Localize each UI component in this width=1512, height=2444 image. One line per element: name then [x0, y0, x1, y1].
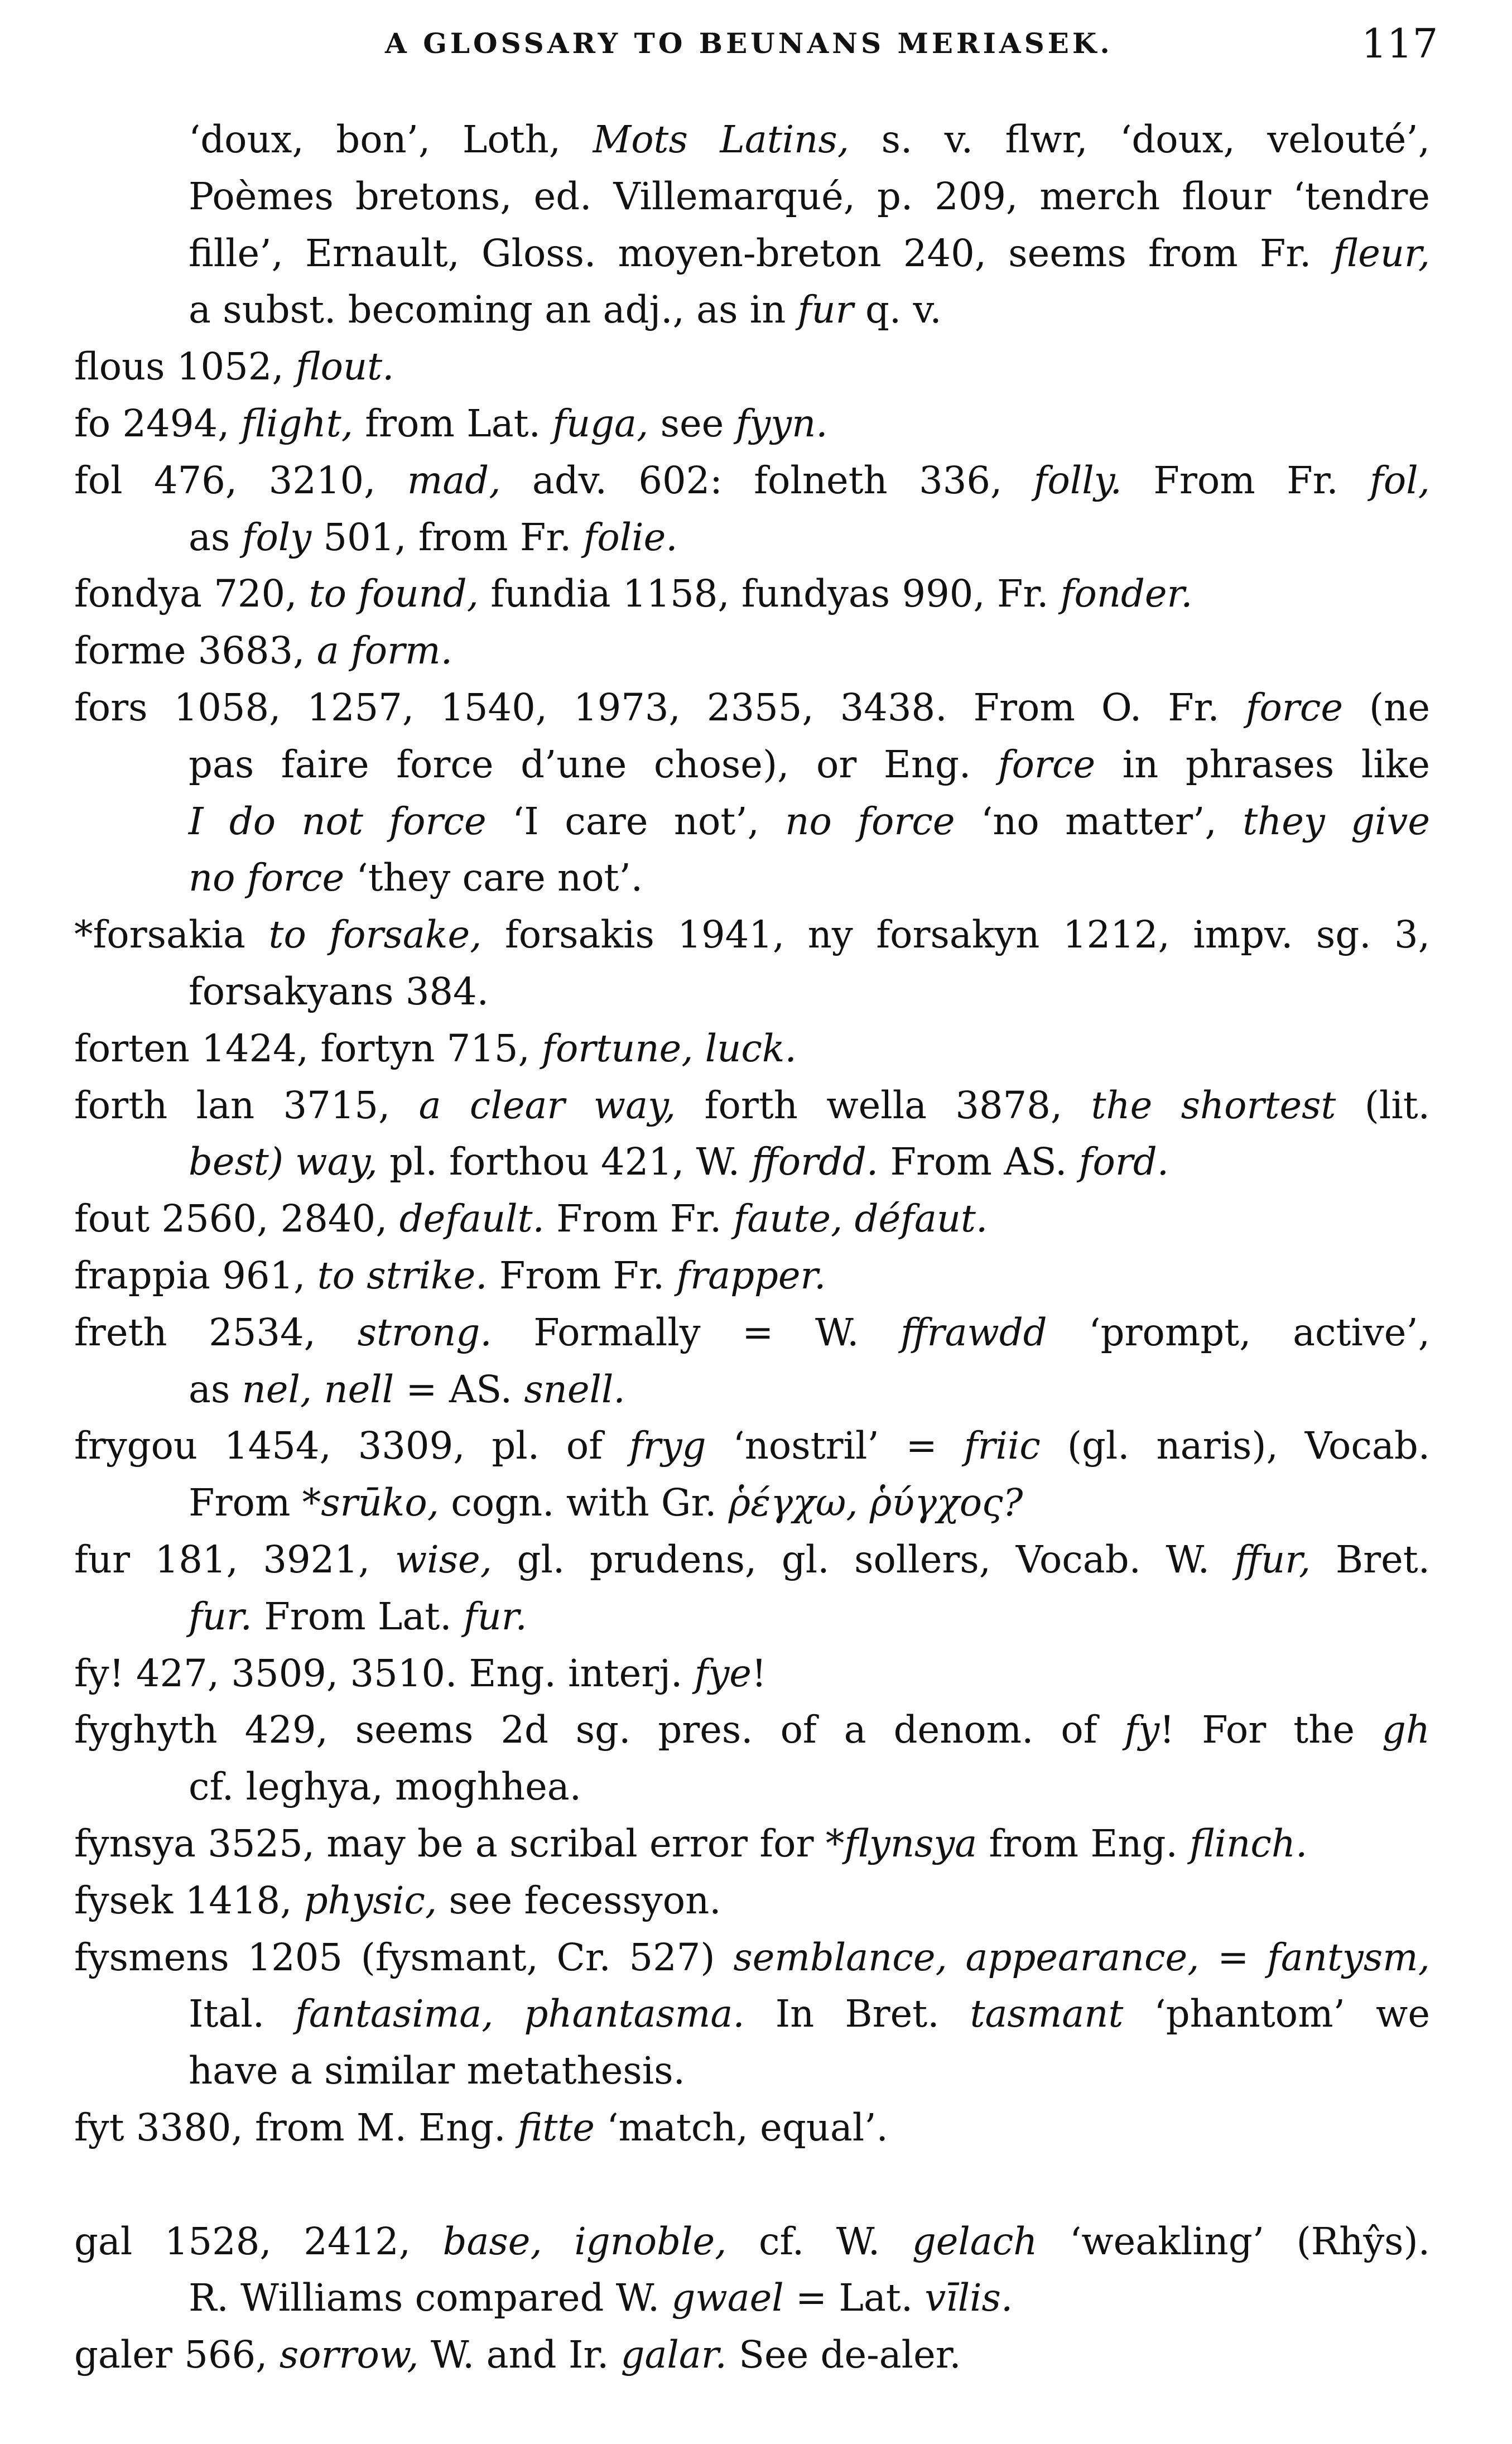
- italic-text: semblance, appearance,: [733, 1935, 1200, 1979]
- text: cf. W.: [726, 2219, 912, 2263]
- text: From Fr.: [487, 1254, 677, 1297]
- italic-text: a form.: [316, 629, 452, 673]
- text: as: [189, 515, 242, 559]
- glossary-continuation-line: [189, 964, 1430, 1019]
- italic-text: fur.: [189, 1594, 252, 1638]
- italic-text: ῥέγχω, ῥύγχος?: [728, 1481, 1023, 1525]
- glossary-continuation-line: [189, 2270, 1430, 2326]
- text: Ital.: [189, 1992, 296, 2036]
- glossary-continuation-line: [189, 793, 1430, 849]
- italic-text: snell.: [524, 1367, 625, 1411]
- italic-text: flight,: [241, 402, 353, 445]
- text: frappia 961,: [74, 1254, 317, 1297]
- glossary-continuation-line: [189, 1361, 1430, 1417]
- italic-text: folie.: [583, 515, 678, 559]
- italic-text: wise,: [394, 1538, 492, 1581]
- glossary-continuation-line: [189, 509, 1430, 565]
- text: Poèmes bretons, ed. Villemarqué, p. 209, merch flour ‘tendre: [189, 174, 1430, 218]
- glossary-entry-line: [74, 1930, 1430, 1985]
- italic-text: force: [1245, 686, 1344, 729]
- italic-text: flinch.: [1190, 1822, 1308, 1865]
- text: (ne: [1343, 686, 1430, 729]
- glossary-continuation-line: [189, 1134, 1430, 1190]
- italic-text: fur: [797, 288, 854, 332]
- glossary-entry-line: [74, 2100, 1430, 2156]
- italic-text: to strike.: [317, 1254, 488, 1297]
- text: in phrases like: [1095, 742, 1430, 786]
- italic-text: vīlis.: [924, 2276, 1013, 2320]
- glossary-continuation-line: [189, 1986, 1430, 2042]
- text: ‘I care not’,: [486, 799, 786, 843]
- text: = Lat.: [783, 2276, 925, 2320]
- italic-text: frapper.: [676, 1254, 826, 1297]
- text: from Lat.: [353, 402, 553, 445]
- text: From Fr.: [544, 1197, 734, 1241]
- glossary-entry-line: [74, 339, 1430, 394]
- italic-text: ford.: [1078, 1140, 1169, 1184]
- glossary-entry-line: [74, 1305, 1430, 1360]
- glossary-entry-line: [74, 1702, 1430, 1758]
- text: From AS.: [878, 1140, 1079, 1184]
- text: fo 2494,: [74, 402, 242, 445]
- italic-text: to forsake,: [268, 913, 482, 957]
- text: have a similar metathesis.: [189, 2049, 685, 2093]
- text: see fecessyon.: [437, 1878, 721, 1922]
- text: fol 476, 3210,: [74, 458, 407, 502]
- italic-text: fantasima, phantasma.: [295, 1992, 745, 2036]
- italic-text: sorrow,: [279, 2333, 419, 2377]
- glossary-entry-line: [74, 680, 1430, 735]
- glossary-entry-line: [74, 1532, 1430, 1587]
- italic-text: I do not force: [189, 799, 487, 843]
- italic-text: ffordd.: [752, 1140, 879, 1184]
- text: cf. leghya, moghhea.: [189, 1765, 581, 1809]
- text: a subst. becoming an adj., as in: [189, 288, 798, 332]
- text: forth lan 3715,: [74, 1083, 419, 1127]
- italic-text: the shortest: [1091, 1083, 1336, 1127]
- italic-text: base, ignoble,: [442, 2219, 727, 2263]
- italic-text: fyyn.: [735, 402, 828, 445]
- italic-text: tasmant: [970, 1992, 1124, 2036]
- text: fy! 427, 3509, 3510. Eng. interj.: [74, 1651, 695, 1695]
- italic-text: mad,: [407, 458, 501, 502]
- glossary-entry-line: [74, 1816, 1430, 1872]
- italic-text: fye: [694, 1651, 752, 1695]
- italic-text: fuga,: [552, 402, 649, 445]
- italic-text: gwael: [671, 2276, 784, 2320]
- italic-text: ffur,: [1234, 1538, 1311, 1581]
- glossary-continuation-line: [189, 1759, 1430, 1815]
- text: ‘doux, bon’, Loth,: [189, 118, 593, 161]
- glossary-continuation-line: [189, 850, 1430, 906]
- text: fyt 3380, from M. Eng.: [74, 2106, 518, 2149]
- text: fondya 720,: [74, 572, 309, 616]
- glossary-entry-line: [74, 566, 1430, 622]
- text: fur 181, 3921,: [74, 1538, 395, 1581]
- text: (gl. naris), Vocab.: [1040, 1424, 1431, 1468]
- text: *forsakia: [74, 913, 269, 957]
- text: See de-aler.: [726, 2333, 961, 2377]
- glossary-entry-line: [74, 396, 1430, 451]
- italic-text: no force: [189, 856, 345, 900]
- italic-text: foly: [242, 515, 312, 559]
- text: fysmens 1205 (fysmant, Cr. 527): [74, 1935, 734, 1979]
- glossary-entry-line: [74, 2214, 1430, 2269]
- text: R. Williams compared W.: [189, 2276, 672, 2320]
- text: ‘no matter’,: [955, 799, 1243, 843]
- italic-text: ffrawdd: [901, 1310, 1047, 1354]
- italic-text: folly.: [1033, 458, 1122, 502]
- text: Formally = W.: [492, 1310, 901, 1354]
- glossary-entry-line: [74, 1873, 1430, 1928]
- glossary-continuation-line: [189, 737, 1430, 792]
- italic-text: no force: [785, 799, 955, 843]
- glossary-continuation-line: [189, 2043, 1430, 2099]
- running-header: A GLOSSARY TO BEUNANS MERIASEK.: [385, 27, 1113, 60]
- text: forsakyans 384.: [189, 970, 489, 1013]
- text: fors 1058, 1257, 1540, 1973, 2355, 3438. From O. Fr.: [74, 686, 1246, 729]
- text: In Bret.: [744, 1992, 970, 2036]
- glossary-entry-line: [74, 1021, 1430, 1076]
- italic-text: a clear way,: [418, 1083, 676, 1127]
- italic-text: srūko,: [321, 1481, 439, 1525]
- italic-text: flout.: [295, 345, 394, 389]
- text: flous 1052,: [74, 345, 296, 389]
- text: fysek 1418,: [74, 1878, 304, 1922]
- page-number: 117: [1361, 20, 1438, 67]
- glossary-entry-line: [74, 453, 1430, 508]
- text: From Fr.: [1121, 458, 1370, 502]
- text: q. v.: [853, 288, 942, 332]
- italic-text: Mots Latins,: [593, 118, 850, 161]
- text: !: [751, 1651, 767, 1695]
- text: from Eng.: [977, 1822, 1190, 1865]
- italic-text: galar.: [620, 2333, 727, 2377]
- text: fout 2560, 2840,: [74, 1197, 399, 1241]
- italic-text: fy: [1124, 1708, 1160, 1752]
- italic-text: best) way,: [189, 1140, 378, 1184]
- text: cogn. with Gr.: [439, 1481, 729, 1525]
- text: From Lat.: [252, 1594, 464, 1638]
- text: 501, from Fr.: [311, 515, 584, 559]
- italic-text: friic: [964, 1424, 1041, 1468]
- text: forsakis 1941, ny forsakyn 1212, impv. sg. 3,: [481, 913, 1430, 957]
- italic-text: fur.: [463, 1594, 527, 1638]
- text: galer 566,: [74, 2333, 280, 2377]
- text: fynsya 3525, may be a scribal error for *: [74, 1822, 845, 1865]
- text: freth 2534,: [74, 1310, 358, 1354]
- text: ‘nostril’ =: [706, 1424, 964, 1468]
- text: gl. prudens, gl. sollers, Vocab. W.: [492, 1538, 1235, 1581]
- glossary-continuation-line: [189, 1475, 1430, 1531]
- text: fundia 1158, fundyas 990, Fr.: [478, 572, 1061, 616]
- italic-text: gh: [1381, 1708, 1430, 1752]
- text: gal 1528, 2412,: [74, 2219, 443, 2263]
- text: ‘phantom’ we: [1123, 1992, 1430, 2036]
- italic-text: nel, nell: [242, 1367, 394, 1411]
- italic-text: physic,: [304, 1878, 437, 1922]
- text: forten 1424, fortyn 715,: [74, 1026, 542, 1070]
- text: ! For the: [1159, 1708, 1382, 1752]
- glossary-continuation-line: [189, 282, 1430, 338]
- text: fille’, Ernault, Gloss. moyen-breton 240, seems from Fr.: [189, 231, 1333, 275]
- glossary-continuation-line: [189, 1589, 1430, 1644]
- text: = AS.: [394, 1367, 524, 1411]
- text: W. and Ir.: [418, 2333, 621, 2377]
- glossary-entry-line: [74, 1418, 1430, 1474]
- glossary-entry-line: [74, 623, 1430, 679]
- glossary-entry-line: [74, 1248, 1430, 1303]
- text: fyghyth 429, seems 2d sg. pres. of a denom. of: [74, 1708, 1125, 1752]
- glossary-entry-line: [74, 907, 1430, 963]
- text: frygou 1454, 3309, pl. of: [74, 1424, 629, 1468]
- text: (lit.: [1336, 1083, 1430, 1127]
- text: ‘match, equal’.: [594, 2106, 888, 2149]
- text: ‘weakling’ (Rhŷs).: [1037, 2219, 1430, 2263]
- italic-text: default.: [399, 1197, 545, 1241]
- italic-text: they give: [1243, 799, 1431, 843]
- text: =: [1199, 1935, 1268, 1979]
- glossary-entry-line: [74, 1191, 1430, 1247]
- text: see: [648, 402, 736, 445]
- glossary-continuation-line: [189, 169, 1430, 224]
- text: Bret.: [1311, 1538, 1430, 1581]
- glossary-entry-line: [74, 2327, 1430, 2383]
- italic-text: flynsya: [844, 1822, 977, 1865]
- text: ‘they care not’.: [344, 856, 643, 900]
- italic-text: to found,: [309, 572, 479, 616]
- text: pl. forthou 421, W.: [377, 1140, 752, 1184]
- italic-text: fonder.: [1060, 572, 1193, 616]
- italic-text: gelach: [912, 2219, 1038, 2263]
- glossary-entry-line: [74, 1077, 1430, 1133]
- text: forth wella 3878,: [676, 1083, 1091, 1127]
- text: adv. 602: folneth 336,: [500, 458, 1034, 502]
- text: ‘prompt, active’,: [1047, 1310, 1431, 1354]
- italic-text: fryg: [629, 1424, 706, 1468]
- italic-text: fitte: [517, 2106, 595, 2149]
- text: s. v. flwr, ‘doux, velouté’,: [849, 118, 1430, 161]
- italic-text: fantysm,: [1267, 1935, 1430, 1979]
- glossary-continuation-line: [189, 225, 1430, 281]
- glossary-entry-line: [74, 1646, 1430, 1701]
- text: forme 3683,: [74, 629, 317, 673]
- text: pas faire force d’une chose), or Eng.: [189, 742, 998, 786]
- italic-text: fortune, luck.: [542, 1026, 797, 1070]
- glossary-continuation-line: [189, 112, 1430, 167]
- italic-text: fleur,: [1333, 231, 1430, 275]
- text: as: [189, 1367, 242, 1411]
- italic-text: fol,: [1370, 458, 1430, 502]
- italic-text: force: [998, 742, 1096, 786]
- italic-text: faute, défaut.: [733, 1197, 988, 1241]
- italic-text: strong.: [357, 1310, 492, 1354]
- text: From *: [189, 1481, 321, 1525]
